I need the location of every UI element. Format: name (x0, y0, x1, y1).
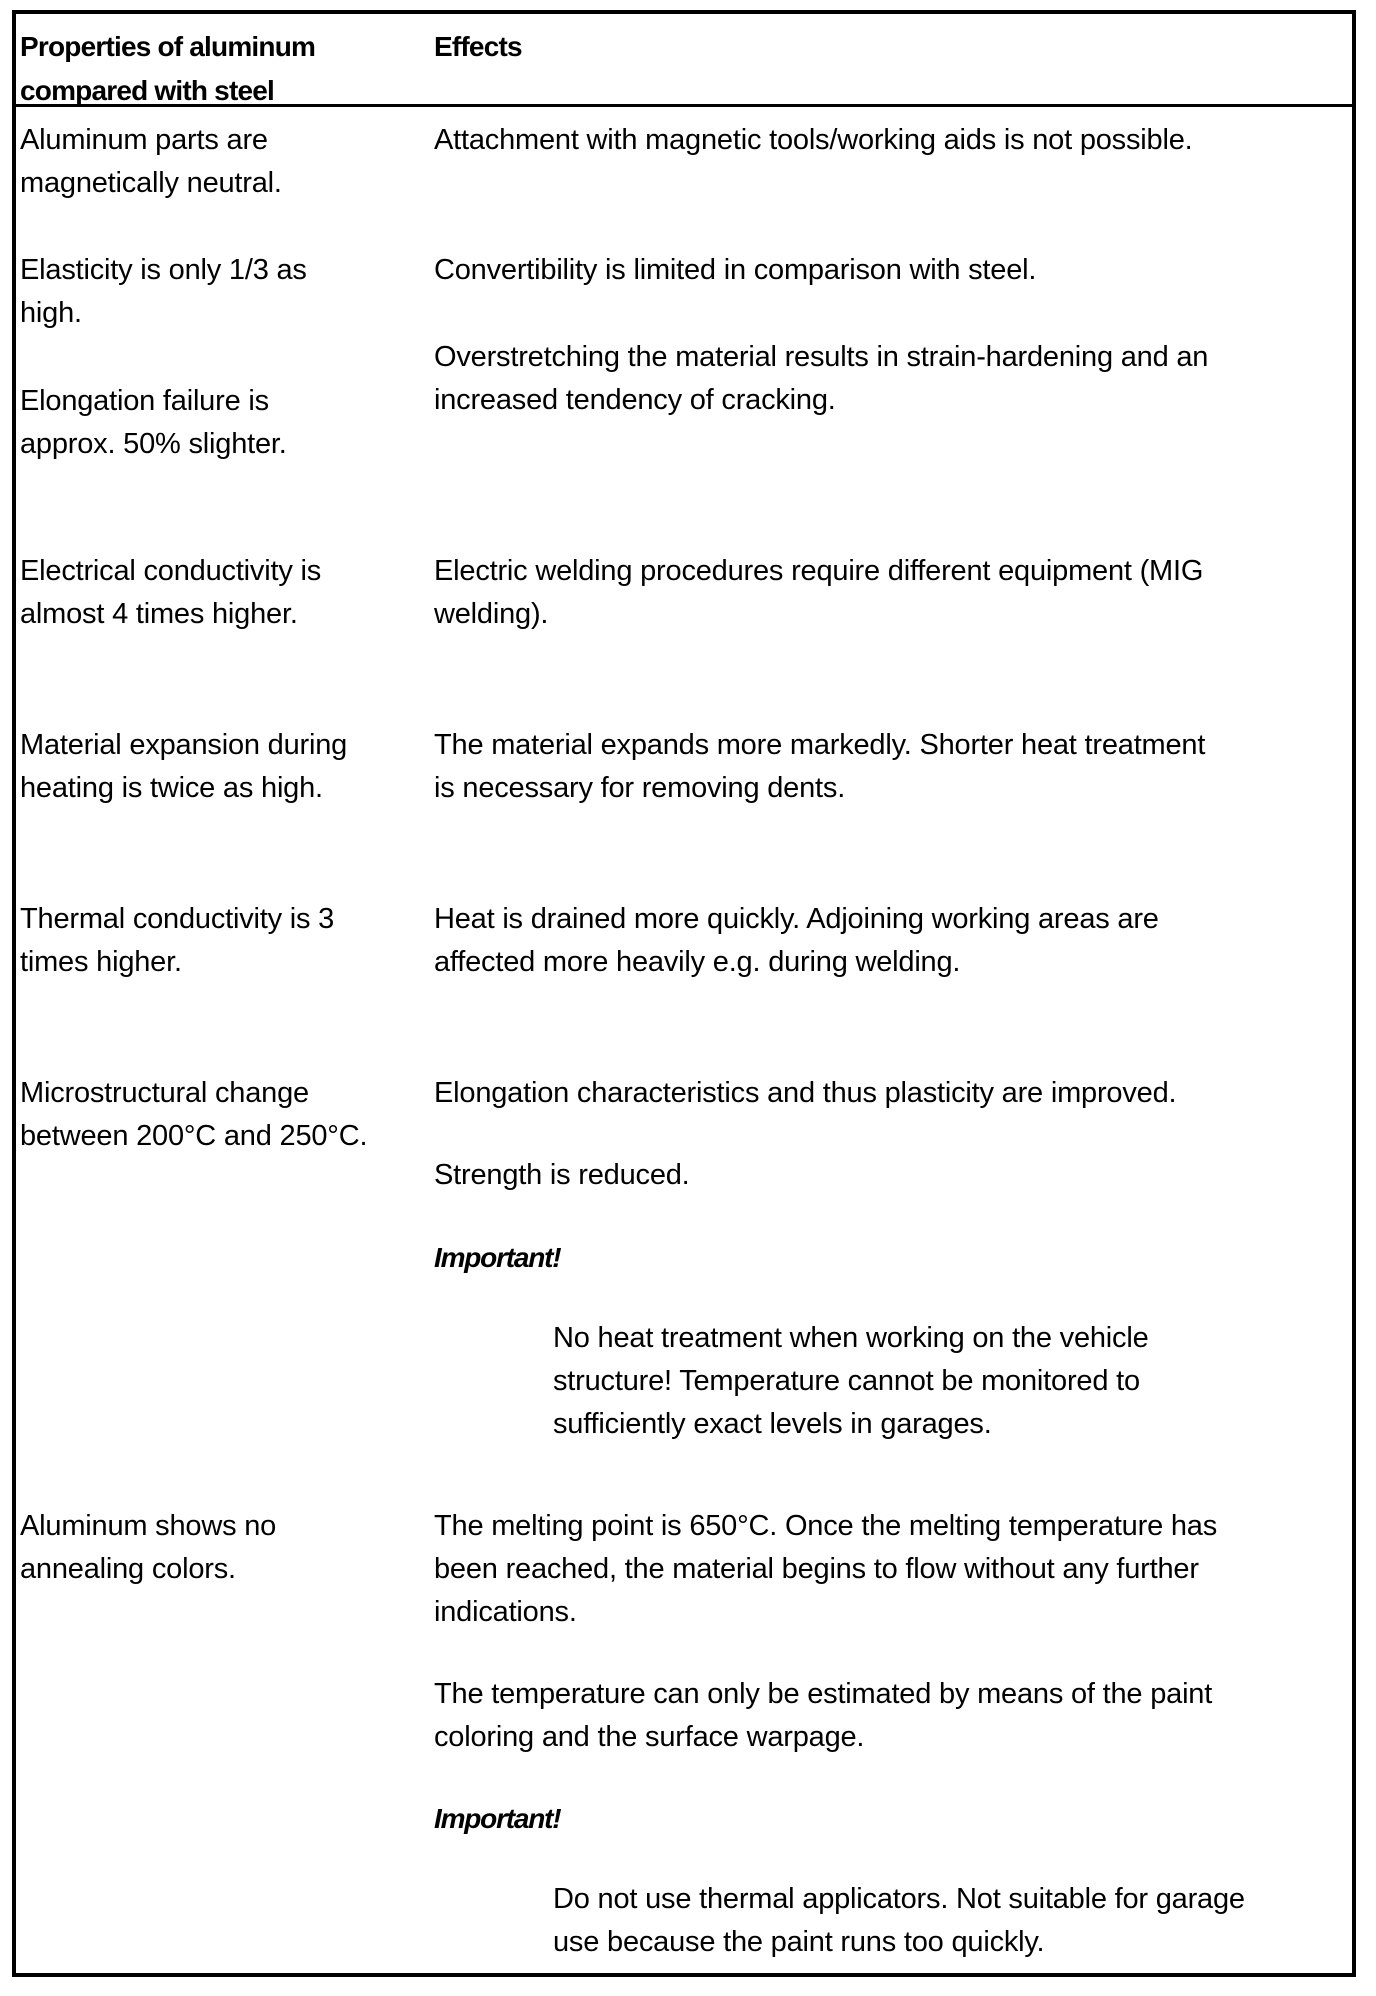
row-7-effect-line-4: The temperature can only be estimated by means of the paint (434, 1678, 1213, 1710)
header-effects: Effects (434, 31, 522, 62)
row-6-important-line-3: sufficiently exact levels in garages. (553, 1408, 992, 1440)
row-7-effect-line-3: indications. (434, 1596, 577, 1628)
row-4-effect-line-1: The material expands more markedly. Shorter heat treatment (434, 729, 1206, 761)
row-5-effect-line-2: affected more heavily e.g. during welding. (434, 946, 961, 978)
row-4-effect-line-2: is necessary for removing dents. (434, 772, 846, 804)
row-7-property-line-1: Aluminum shows no (20, 1510, 277, 1542)
row-2-effect-line-1: Convertibility is limited in comparison with steel. (434, 254, 1037, 286)
row-3-effect-line-1: Electric welding procedures require different equipment (MIG (434, 555, 1204, 587)
row-7-effect-line-5: coloring and the surface warpage. (434, 1721, 865, 1753)
row-5-effect-line-1: Heat is drained more quickly. Adjoining working areas are (434, 903, 1159, 935)
header-properties-line-2: compared with steel (20, 75, 274, 106)
row-2-property-line-3: Elongation failure is (20, 385, 269, 417)
row-6-effect-line-2: Strength is reduced. (434, 1159, 690, 1191)
row-2-effect-line-3: increased tendency of cracking. (434, 384, 836, 416)
row-6-effect-line-1: Elongation characteristics and thus plasticity are improved. (434, 1077, 1177, 1109)
properties-table (12, 10, 1356, 1977)
row-6-property-line-1: Microstructural change (20, 1077, 309, 1109)
header-properties-line-1: Properties of aluminum (20, 31, 316, 62)
row-2-property-line-1: Elasticity is only 1/3 as (20, 254, 307, 286)
row-6-important-label: Important! (434, 1242, 561, 1273)
row-7-effect-line-1: The melting point is 650°C. Once the melting temperature has (434, 1510, 1218, 1542)
row-5-property-line-1: Thermal conductivity is 3 (20, 903, 335, 935)
row-3-property-line-1: Electrical conductivity is (20, 555, 322, 587)
row-6-important-line-2: structure! Temperature cannot be monitored to (553, 1365, 1140, 1397)
row-4-property-line-1: Material expansion during (20, 729, 348, 761)
row-4-property-line-2: heating is twice as high. (20, 772, 323, 804)
row-7-effect-line-2: been reached, the material begins to flow without any further (434, 1553, 1199, 1585)
row-2-property-line-2: high. (20, 297, 82, 329)
header-divider (16, 104, 1352, 107)
row-3-effect-line-2: welding). (434, 598, 549, 630)
row-6-property-line-2: between 200°C and 250°C. (20, 1120, 368, 1152)
row-1-property-line-1: Aluminum parts are (20, 124, 268, 156)
row-6-important-line-1: No heat treatment when working on the vehicle (553, 1322, 1149, 1354)
row-7-important-line-2: use because the paint runs too quickly. (553, 1926, 1045, 1958)
row-7-important-label: Important! (434, 1803, 561, 1834)
row-5-property-line-2: times higher. (20, 946, 182, 978)
row-1-effect-line-1: Attachment with magnetic tools/working aids is not possible. (434, 124, 1193, 156)
row-2-effect-line-2: Overstretching the material results in strain-hardening and an (434, 341, 1209, 373)
row-3-property-line-2: almost 4 times higher. (20, 598, 298, 630)
row-7-important-line-1: Do not use thermal applicators. Not suitable for garage (553, 1883, 1245, 1915)
row-1-property-line-2: magnetically neutral. (20, 167, 282, 199)
row-7-property-line-2: annealing colors. (20, 1553, 236, 1585)
row-2-property-line-4: approx. 50% slighter. (20, 428, 287, 460)
